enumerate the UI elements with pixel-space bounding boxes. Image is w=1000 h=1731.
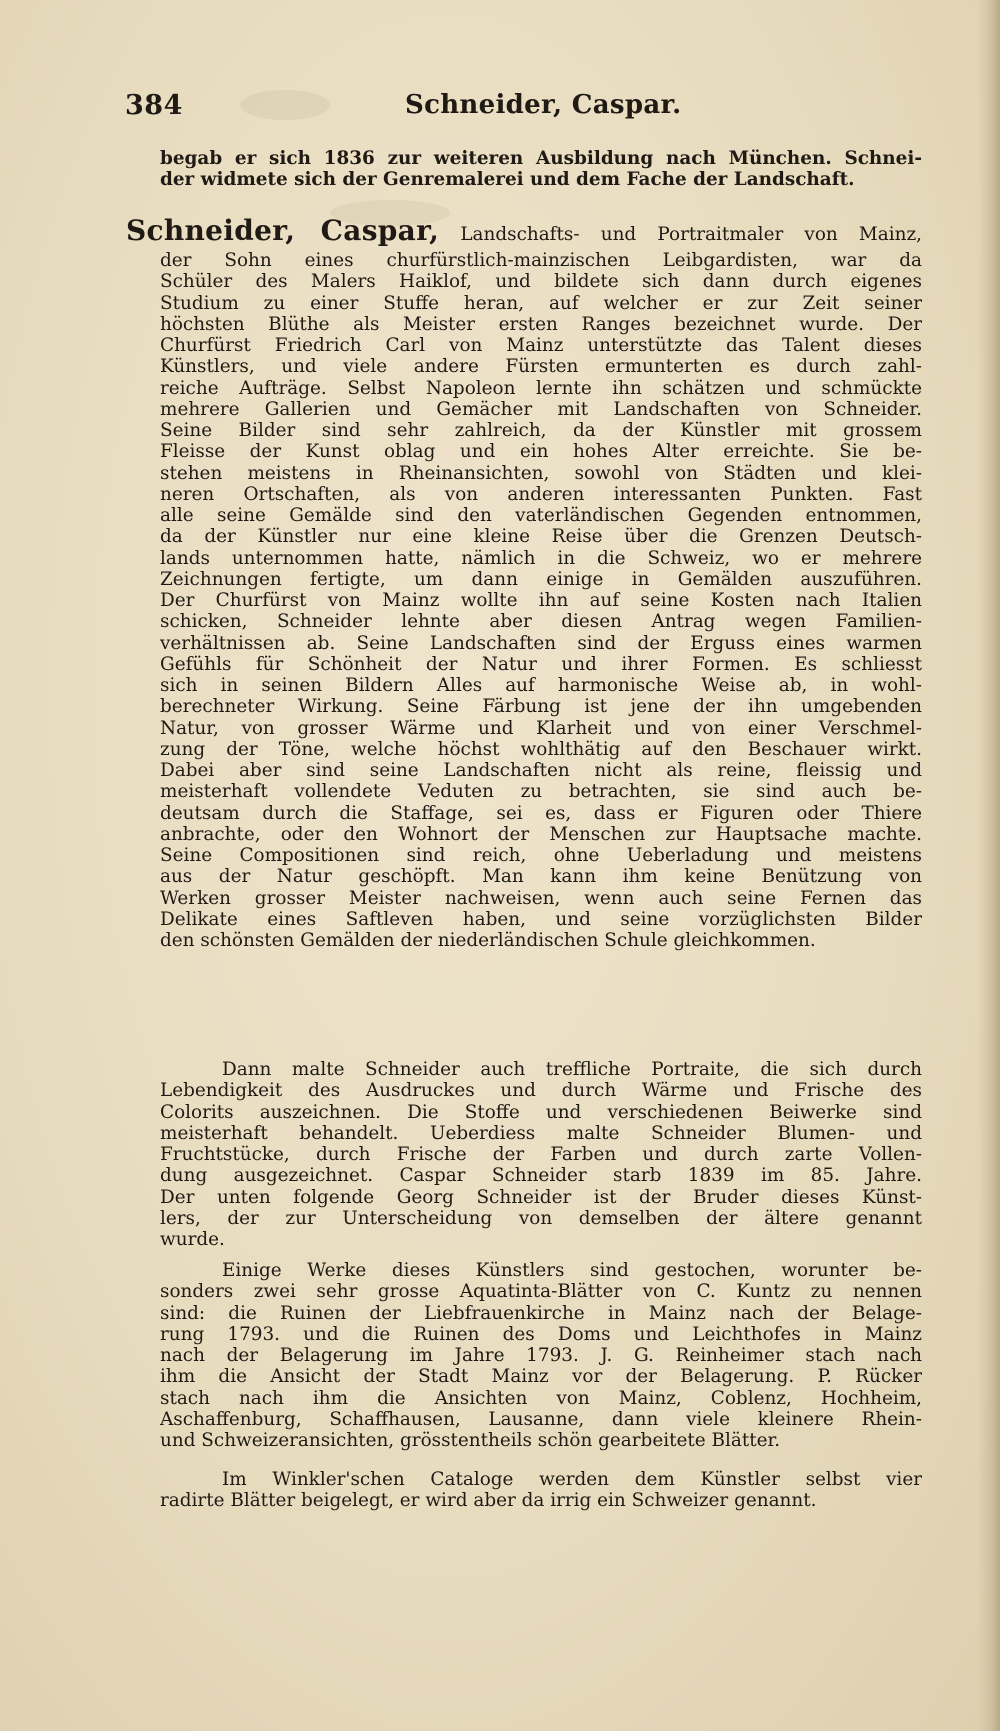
text-line: den schönsten Gemälden der niederländischen Schule gleichkommen. [160,930,816,951]
page-number: 384 [125,90,183,121]
text-line: zung der Töne, welche höchst wohlthätig auf den Beschauer wirkt. [160,738,922,760]
text-line: aus der Natur geschöpft. Man kann ihm keine Benützung von [160,866,922,888]
entry-first-line [126,216,922,250]
text-line: Lebendigkeit des Ausdruckes und durch Wärme und Frische des [160,1080,922,1102]
text-line: Im Winkler'schen Cataloge werden dem Künstler selbst vier [222,1469,922,1490]
text-line: sonders zwei sehr grosse Aquatinta-Blätter von C. Kuntz zu nennen [160,1281,922,1303]
paragraph-engravings [160,1260,922,1451]
text-line: meisterhaft vollendete Veduten zu betrachten, sie sind auch be- [160,781,922,803]
continuation-paragraph [160,148,922,191]
running-title: Schneider, Caspar. [405,90,682,120]
paragraph-etchings [160,1469,922,1512]
text-line: verhältnissen ab. Seine Landschaften sind der Erguss eines warmen [160,632,922,654]
text-line: sind: die Ruinen der Liebfrauenkirche in Mainz nach der Belage- [160,1302,922,1324]
text-line: höchsten Blüthe als Meister ersten Ranges bezeichnet wurde. Der [160,313,922,335]
text-line: schicken, Schneider lehnte aber diesen Antrag wegen Familien- [160,611,922,633]
text-line: der widmete sich der Genremalerei und dem Fache der Landschaft. [160,169,855,191]
text-line: meisterhaft behandelt. Ueberdiess malte Schneider Blumen- und [160,1122,922,1144]
text-line: da der Künstler nur eine kleine Reise über die Grenzen Deutsch- [160,526,922,548]
text-line: stach nach ihm die Ansichten von Mainz, Coblenz, Hochheim, [160,1387,922,1409]
text-line: Seine Compositionen sind reich, ohne Ueberladung und meistens [160,845,922,866]
text-line: Seine Bilder sind sehr zahlreich, da der Künstler mit grossem [160,420,922,441]
paragraph-portraits [160,1059,922,1250]
entry-description: Landschafts- und Portraitmaler von Mainz, [460,224,922,245]
entry-body [126,250,922,951]
text-line: Gefühls für Schönheit der Natur und ihrer Formen. Es schliesst [160,653,922,675]
text-line: stehen meistens in Rheinansichten, sowohl von Städten und klei- [160,462,922,484]
text-line: berechneter Wirkung. Seine Färbung ist jene der ihn umgebenden [160,696,922,718]
page-header [125,90,885,130]
text-line: reiche Aufträge. Selbst Napoleon lernte ihn schätzen und schmückte [160,377,922,399]
entry-schneider-caspar [126,216,922,951]
text-line: Der unten folgende Georg Schneider ist der Bruder dieses Künst- [160,1186,922,1208]
text-line: deutsam durch die Staffage, sei es, dass er Figuren oder Thiere [160,802,922,824]
text-line: Dabei aber sind seine Landschaften nicht als reine, fleissig und [160,760,922,781]
page-edge-shadow [978,0,1000,1731]
text-line: neren Ortschaften, als von anderen interessanten Punkten. Fast [160,483,922,505]
text-line: sich in seinen Bildern Alles auf harmonische Weise ab, in wohl- [160,675,922,696]
text-line: Einige Werke dieses Künstlers sind gestochen, worunter be- [222,1260,922,1281]
text-line: Fruchtstücke, durch Frische der Farben und durch zarte Vollen- [160,1144,922,1165]
text-line: mehrere Gallerien und Gemächer mit Landschaften von Schneider. [160,398,922,420]
text-line: Fleisse der Kunst oblag und ein hohes Alter erreichte. Sie be- [160,441,922,463]
text-line: wurde. [160,1229,225,1250]
text-line: Künstlers, und viele andere Fürsten ermunterten es durch zahl- [160,356,922,378]
text-line: rung 1793. und die Ruinen des Doms und Leichthofes in Mainz [160,1323,922,1345]
text-line: Schüler des Malers Haiklof, und bildete sich dann durch eigenes [160,271,922,293]
text-line: Zeichnungen fertigte, um dann einige in Gemälden auszuführen. [160,568,922,590]
text-line: nach der Belagerung im Jahre 1793. J. G. Reinheimer stach nach [160,1345,922,1366]
text-line: lands unternommen hatte, nämlich in die Schweiz, wo er mehrere [160,547,922,569]
text-line: Natur, von grosser Wärme und Klarheit und von einer Verschmel- [160,717,922,739]
text-line: Studium zu einer Stuffe heran, auf welcher er zur Zeit seiner [160,292,922,314]
text-line: Der Churfürst von Mainz wollte ihn auf seine Kosten nach Italien [160,590,922,611]
text-line: alle seine Gemälde sind den vaterländischen Gegenden entnommen, [160,505,922,526]
text-line: Colorits auszeichnen. Die Stoffe und verschiedenen Beiwerke sind [160,1101,922,1123]
text-line: und Schweizeransichten, grösstentheils schön gearbeitete Blätter. [160,1430,781,1451]
text-line: radirte Blätter beigelegt, er wird aber da irrig ein Schweizer genannt. [160,1490,817,1512]
text-line: lers, der zur Unterscheidung von demselben der ältere genannt [160,1207,922,1229]
text-line: dung ausgezeichnet. Caspar Schneider starb 1839 im 85. Jahre. [160,1165,922,1187]
entry-name: Schneider, Caspar, [126,216,440,247]
text-line: ihm die Ansicht der Stadt Mainz vor der Belagerung. P. Rücker [160,1366,922,1388]
text-line: begab er sich 1836 zur weiteren Ausbildung nach München. Schnei- [160,148,922,169]
text-line: Delikate eines Saftleven haben, und seine vorzüglichsten Bilder [160,908,922,930]
text-line: anbrachte, oder den Wohnort der Menschen zur Hauptsache machte. [160,823,922,845]
text-line: Dann malte Schneider auch treffliche Portraite, die sich durch [222,1059,922,1080]
text-line: Aschaffenburg, Schaffhausen, Lausanne, dann viele kleinere Rhein- [160,1408,922,1430]
text-line: Churfürst Friedrich Carl von Mainz unterstützte das Talent dieses [160,335,922,356]
text-line: der Sohn eines churfürstlich-mainzischen Leibgardisten, war da [160,250,922,271]
text-line: Werken grosser Meister nachweisen, wenn auch seine Fernen das [160,887,922,909]
